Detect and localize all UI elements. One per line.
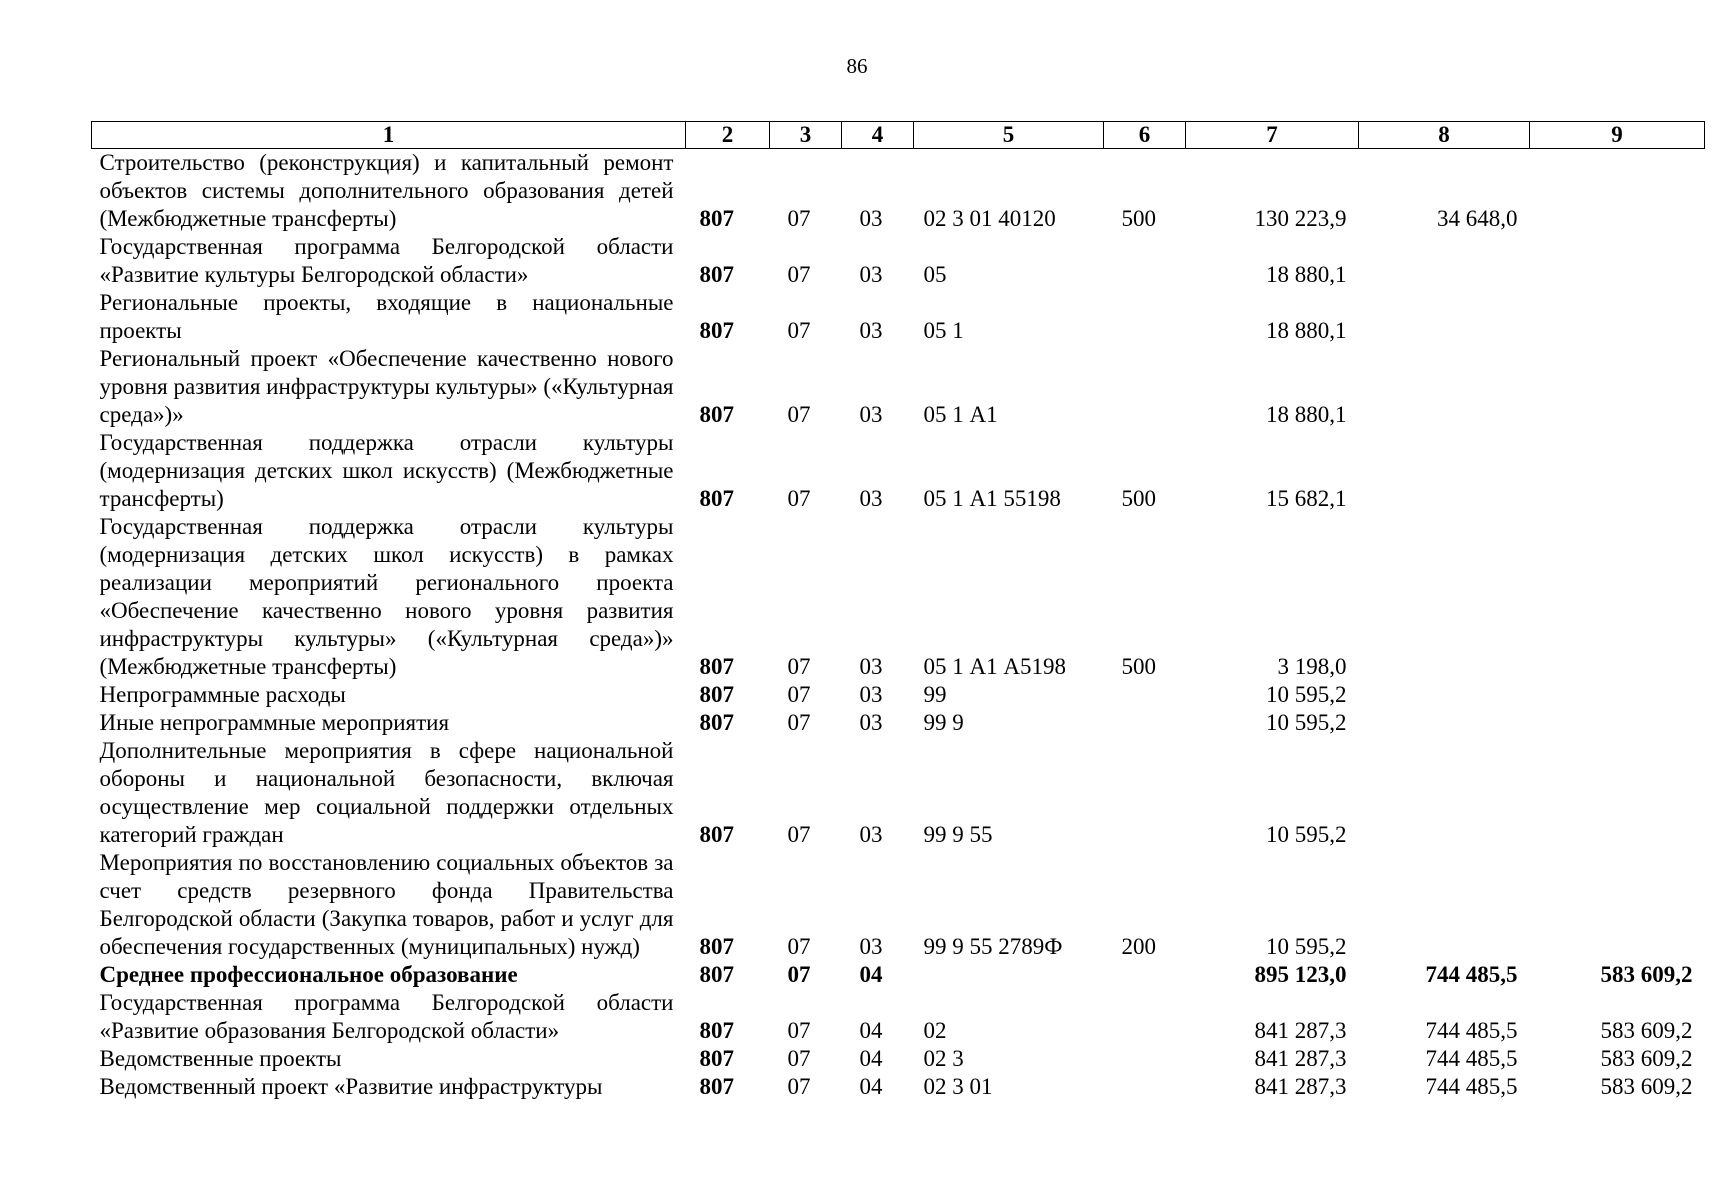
amount-col-8 (1359, 513, 1530, 681)
subsection-code: 03 (859, 710, 883, 735)
expense-type-code: 500 (1121, 206, 1156, 231)
amount-col-8: 744 485,5 (1425, 1018, 1518, 1043)
row-name: Ведомственные проекты (99, 1046, 342, 1071)
target-article-code: 05 (923, 262, 947, 287)
row-name: Ведомственный проект «Развитие инфраструктуры (99, 1074, 603, 1099)
target-article-code (914, 961, 1104, 989)
expense-type-code (1104, 961, 1186, 989)
target-article-code: 05 1 А1 (923, 402, 998, 427)
amount-col-7: 841 287,3 (1254, 1018, 1347, 1043)
table-row (92, 681, 1705, 709)
column-header-6: 6 (1104, 122, 1186, 149)
amount-col-7: 130 223,9 (1254, 206, 1347, 231)
amount-col-8 (1359, 849, 1530, 961)
target-article-code: 02 3 (923, 1046, 964, 1071)
amount-col-7: 895 123,0 (1254, 962, 1347, 987)
amount-col-8 (1359, 737, 1530, 849)
target-article-code: 05 1 (923, 318, 964, 343)
target-article-code: 02 3 01 (923, 1074, 993, 1099)
target-article-code: 99 9 55 (923, 822, 993, 847)
expense-type-code (1104, 1045, 1186, 1073)
subsection-code: 03 (859, 654, 883, 679)
amount-col-9 (1530, 513, 1705, 681)
budget-table-container (91, 121, 1704, 1101)
table-row (92, 233, 1705, 289)
column-header-7: 7 (1186, 122, 1359, 149)
amount-col-8 (1359, 709, 1530, 737)
expense-type-code (1104, 737, 1186, 849)
admin-code: 807 (699, 318, 734, 343)
subsection-code: 04 (859, 1046, 883, 1071)
admin-code: 807 (699, 1018, 734, 1043)
subsection-code: 03 (859, 934, 883, 959)
table-row (92, 513, 1705, 681)
row-name: Непрограммные расходы (99, 682, 346, 707)
amount-col-8: 744 485,5 (1425, 1074, 1518, 1099)
amount-col-9 (1530, 709, 1705, 737)
expense-type-code (1104, 289, 1186, 345)
amount-col-8 (1359, 345, 1530, 429)
admin-code: 807 (699, 654, 734, 679)
column-header-5: 5 (914, 122, 1104, 149)
table-row (92, 1073, 1705, 1101)
subsection-code: 04 (859, 962, 883, 987)
amount-col-9 (1530, 681, 1705, 709)
header-row (92, 122, 1705, 149)
section-code: 07 (787, 934, 811, 959)
row-name: Мероприятия по восстановлению социальных объектов за счет средств резервного фонда Правительства Белгородской области (Закупка товаров, работ и услуг для обеспечения государственных (муниципальных) нужд) (99, 850, 674, 959)
table-row (92, 429, 1705, 513)
amount-col-9 (1530, 233, 1705, 289)
row-name: Государственная поддержка отрасли культуры (модернизация детских школ искусств) (Межбюджетные трансферты) (99, 430, 674, 511)
table-row (92, 149, 1705, 234)
amount-col-8 (1359, 681, 1530, 709)
column-header-4: 4 (842, 122, 914, 149)
section-code: 07 (787, 710, 811, 735)
admin-code: 807 (699, 710, 734, 735)
expense-type-code (1104, 233, 1186, 289)
table-row (92, 737, 1705, 849)
target-article-code: 02 3 01 40120 (923, 206, 1056, 231)
admin-code: 807 (699, 206, 734, 231)
subsection-code: 03 (859, 402, 883, 427)
row-name: Строительство (реконструкция) и капитальный ремонт объектов системы дополнительного образования детей (Межбюджетные трансферты) (99, 150, 674, 231)
target-article-code: 99 9 (923, 710, 964, 735)
table-row (92, 709, 1705, 737)
expense-type-code (1104, 681, 1186, 709)
section-code: 07 (787, 654, 811, 679)
target-article-code: 05 1 А1 55198 (923, 486, 1061, 511)
admin-code: 807 (699, 1074, 734, 1099)
target-article-code: 99 9 55 2789Ф (923, 934, 1063, 959)
amount-col-8 (1359, 233, 1530, 289)
admin-code: 807 (699, 682, 734, 707)
amount-col-9: 583 609,2 (1600, 1046, 1693, 1071)
subsection-code: 03 (859, 486, 883, 511)
amount-col-7: 3 198,0 (1277, 654, 1347, 679)
row-name: Иные непрограммные мероприятия (99, 710, 450, 735)
subsection-code: 03 (859, 206, 883, 231)
amount-col-7: 10 595,2 (1266, 710, 1347, 735)
column-header-9: 9 (1530, 122, 1705, 149)
table-row (92, 961, 1705, 989)
column-header-3: 3 (770, 122, 842, 149)
expense-type-code (1104, 989, 1186, 1045)
amount-col-7: 841 287,3 (1254, 1074, 1347, 1099)
expense-type-code (1104, 1073, 1186, 1101)
expense-type-code: 500 (1121, 654, 1156, 679)
expense-type-code: 500 (1121, 486, 1156, 511)
expense-type-code (1104, 345, 1186, 429)
admin-code: 807 (699, 1046, 734, 1071)
section-code: 07 (787, 206, 811, 231)
section-code: 07 (787, 962, 811, 987)
subsection-code: 03 (859, 822, 883, 847)
section-code: 07 (787, 1046, 811, 1071)
subsection-code: 03 (859, 682, 883, 707)
section-code: 07 (787, 486, 811, 511)
amount-col-7: 10 595,2 (1266, 822, 1347, 847)
row-name: Государственная программа Белгородской области «Развитие культуры Белгородской области» (99, 234, 674, 287)
amount-col-7: 841 287,3 (1254, 1046, 1347, 1071)
amount-col-9 (1530, 429, 1705, 513)
table-row (92, 345, 1705, 429)
amount-col-8: 34 648,0 (1437, 206, 1518, 231)
section-code: 07 (787, 682, 811, 707)
column-header-8: 8 (1359, 122, 1530, 149)
amount-col-7: 10 595,2 (1266, 934, 1347, 959)
section-code: 07 (787, 1018, 811, 1043)
amount-col-8: 744 485,5 (1425, 1046, 1518, 1071)
amount-col-9 (1530, 345, 1705, 429)
row-name: Региональные проекты, входящие в национальные проекты (99, 290, 674, 343)
amount-col-7: 15 682,1 (1266, 486, 1347, 511)
subsection-code: 03 (859, 318, 883, 343)
table-row (92, 849, 1705, 961)
amount-col-9 (1530, 289, 1705, 345)
table-row (92, 989, 1705, 1045)
amount-col-9: 583 609,2 (1600, 1018, 1693, 1043)
table-header (92, 122, 1705, 149)
amount-col-9 (1530, 149, 1705, 234)
admin-code: 807 (699, 402, 734, 427)
subsection-code: 03 (859, 262, 883, 287)
table-row (92, 1045, 1705, 1073)
amount-col-8: 744 485,5 (1425, 962, 1518, 987)
amount-col-9: 583 609,2 (1600, 1074, 1693, 1099)
expense-type-code (1104, 709, 1186, 737)
column-header-1: 1 (92, 122, 686, 149)
section-code: 07 (787, 1074, 811, 1099)
target-article-code: 05 1 А1 А5198 (923, 654, 1066, 679)
subsection-code: 04 (859, 1074, 883, 1099)
amount-col-9: 583 609,2 (1600, 962, 1693, 987)
section-code: 07 (787, 262, 811, 287)
admin-code: 807 (699, 962, 734, 987)
admin-code: 807 (699, 934, 734, 959)
admin-code: 807 (699, 262, 734, 287)
amount-col-7: 18 880,1 (1266, 402, 1347, 427)
table-body (92, 149, 1705, 1102)
table-row (92, 289, 1705, 345)
amount-col-7: 18 880,1 (1266, 318, 1347, 343)
target-article-code: 02 (923, 1018, 947, 1043)
section-code: 07 (787, 402, 811, 427)
admin-code: 807 (699, 486, 734, 511)
amount-col-7: 18 880,1 (1266, 262, 1347, 287)
expense-type-code: 200 (1121, 934, 1156, 959)
admin-code: 807 (699, 822, 734, 847)
amount-col-8 (1359, 289, 1530, 345)
budget-table (91, 121, 1705, 1101)
subsection-code: 04 (859, 1018, 883, 1043)
row-name: Региональный проект «Обеспечение качественно нового уровня развития инфраструктуры культуры» («Культурная среда»)» (99, 346, 674, 427)
amount-col-9 (1530, 849, 1705, 961)
page-number: 86 (846, 54, 868, 78)
row-name: Государственная поддержка отрасли культуры (модернизация детских школ искусств) в рамках реализации мероприятий регионального проекта «Обеспечение качественно нового уровня развития инфраструктуры культуры» («Культурная среда»)» (Межбюджетные трансферты) (99, 514, 674, 679)
amount-col-8 (1359, 429, 1530, 513)
section-code: 07 (787, 318, 811, 343)
row-name: Государственная программа Белгородской области «Развитие образования Белгородской области» (99, 990, 674, 1043)
column-header-2: 2 (686, 122, 770, 149)
amount-col-7: 10 595,2 (1266, 682, 1347, 707)
section-code: 07 (787, 822, 811, 847)
row-name: Дополнительные мероприятия в сфере национальной обороны и национальной безопасности, включая осуществление мер социальной поддержки отдельных категорий граждан (99, 738, 674, 847)
row-name: Среднее профессиональное образование (99, 962, 518, 987)
target-article-code: 99 (923, 682, 947, 707)
amount-col-9 (1530, 737, 1705, 849)
